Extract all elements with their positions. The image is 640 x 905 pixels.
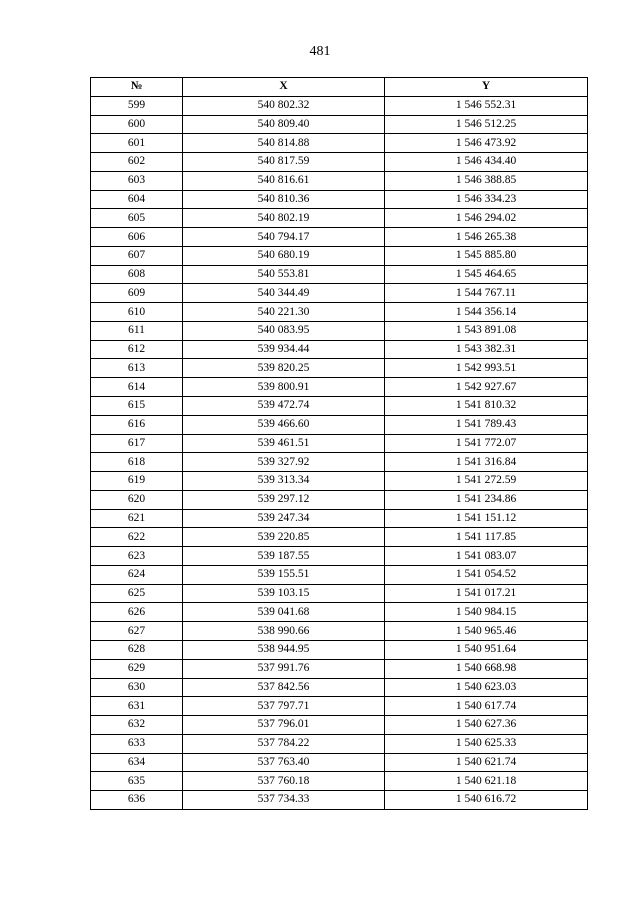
table-row: [91, 678, 588, 697]
cell-x: 539 155.51: [183, 565, 385, 584]
table-row: [91, 791, 588, 810]
cell-y: 1 546 294.02: [385, 209, 588, 228]
coordinates-table: [90, 77, 588, 810]
table-row: [91, 453, 588, 472]
cell-number: 622: [91, 528, 183, 547]
cell-y: 1 540 965.46: [385, 622, 588, 641]
cell-y: 1 540 623.03: [385, 678, 588, 697]
table-row: [91, 434, 588, 453]
cell-x: 540 344.49: [183, 284, 385, 303]
cell-y: 1 541 017.21: [385, 584, 588, 603]
cell-number: 615: [91, 397, 183, 416]
cell-x: 540 794.17: [183, 228, 385, 247]
cell-y: 1 540 621.18: [385, 772, 588, 791]
cell-x: 540 802.32: [183, 96, 385, 115]
table-row: [91, 640, 588, 659]
cell-y: 1 541 272.59: [385, 472, 588, 491]
cell-number: 619: [91, 472, 183, 491]
cell-number: 605: [91, 209, 183, 228]
table-row: [91, 303, 588, 322]
cell-x: 537 991.76: [183, 659, 385, 678]
cell-number: 636: [91, 791, 183, 810]
table-row: [91, 96, 588, 115]
table-row: [91, 265, 588, 284]
table-row: [91, 603, 588, 622]
cell-x: 539 327.92: [183, 453, 385, 472]
table-row: [91, 340, 588, 359]
cell-number: 629: [91, 659, 183, 678]
table-row: [91, 397, 588, 416]
cell-x: 540 817.59: [183, 153, 385, 172]
cell-number: 633: [91, 734, 183, 753]
cell-number: 635: [91, 772, 183, 791]
cell-x: 537 763.40: [183, 753, 385, 772]
cell-number: 606: [91, 228, 183, 247]
cell-x: 539 220.85: [183, 528, 385, 547]
cell-number: 609: [91, 284, 183, 303]
table-row: [91, 509, 588, 528]
cell-y: 1 540 621.74: [385, 753, 588, 772]
cell-x: 538 944.95: [183, 640, 385, 659]
cell-x: 539 934.44: [183, 340, 385, 359]
cell-x: 540 083.95: [183, 321, 385, 340]
table-row: [91, 584, 588, 603]
cell-y: 1 543 891.08: [385, 321, 588, 340]
cell-x: 539 187.55: [183, 547, 385, 566]
table-row: [91, 153, 588, 172]
table-row: [91, 190, 588, 209]
cell-y: 1 541 810.32: [385, 397, 588, 416]
cell-number: 631: [91, 697, 183, 716]
cell-number: 621: [91, 509, 183, 528]
table-row: [91, 359, 588, 378]
cell-x: 539 313.34: [183, 472, 385, 491]
table-row: [91, 753, 588, 772]
table-header-row: [91, 78, 588, 97]
cell-y: 1 542 993.51: [385, 359, 588, 378]
table-row: [91, 246, 588, 265]
cell-number: 626: [91, 603, 183, 622]
cell-x: 539 297.12: [183, 490, 385, 509]
cell-y: 1 540 951.64: [385, 640, 588, 659]
table-row: [91, 472, 588, 491]
cell-x: 537 784.22: [183, 734, 385, 753]
cell-number: 601: [91, 134, 183, 153]
table-row: [91, 547, 588, 566]
page-number: 481: [309, 44, 331, 59]
cell-y: 1 546 473.92: [385, 134, 588, 153]
table-row: [91, 171, 588, 190]
cell-y: 1 546 388.85: [385, 171, 588, 190]
cell-number: 610: [91, 303, 183, 322]
cell-x: 540 221.30: [183, 303, 385, 322]
cell-number: 608: [91, 265, 183, 284]
table-row: [91, 415, 588, 434]
cell-x: 539 247.34: [183, 509, 385, 528]
cell-y: 1 540 627.36: [385, 716, 588, 735]
table-row: [91, 134, 588, 153]
table-row: [91, 734, 588, 753]
header-x: X: [183, 78, 385, 97]
cell-number: 634: [91, 753, 183, 772]
cell-number: 602: [91, 153, 183, 172]
cell-x: 537 734.33: [183, 791, 385, 810]
cell-number: 632: [91, 716, 183, 735]
cell-y: 1 540 668.98: [385, 659, 588, 678]
cell-y: 1 541 151.12: [385, 509, 588, 528]
table-row: [91, 321, 588, 340]
cell-x: 537 796.01: [183, 716, 385, 735]
cell-y: 1 540 984.15: [385, 603, 588, 622]
cell-y: 1 540 625.33: [385, 734, 588, 753]
cell-y: 1 541 772.07: [385, 434, 588, 453]
table-row: [91, 772, 588, 791]
cell-number: 625: [91, 584, 183, 603]
cell-x: 540 680.19: [183, 246, 385, 265]
cell-number: 630: [91, 678, 183, 697]
cell-x: 539 466.60: [183, 415, 385, 434]
table-row: [91, 284, 588, 303]
table-row: [91, 659, 588, 678]
cell-number: 627: [91, 622, 183, 641]
cell-y: 1 541 054.52: [385, 565, 588, 584]
cell-x: 539 103.15: [183, 584, 385, 603]
cell-number: 607: [91, 246, 183, 265]
cell-y: 1 544 767.11: [385, 284, 588, 303]
cell-number: 613: [91, 359, 183, 378]
cell-y: 1 540 617.74: [385, 697, 588, 716]
cell-x: 540 809.40: [183, 115, 385, 134]
cell-y: 1 546 434.40: [385, 153, 588, 172]
cell-y: 1 541 789.43: [385, 415, 588, 434]
cell-y: 1 546 552.31: [385, 96, 588, 115]
cell-y: 1 545 885.80: [385, 246, 588, 265]
cell-x: 540 810.36: [183, 190, 385, 209]
header-number: №: [91, 78, 183, 97]
cell-number: 600: [91, 115, 183, 134]
cell-number: 612: [91, 340, 183, 359]
cell-x: 540 553.81: [183, 265, 385, 284]
table-row: [91, 716, 588, 735]
cell-x: 539 820.25: [183, 359, 385, 378]
cell-number: 599: [91, 96, 183, 115]
cell-y: 1 541 117.85: [385, 528, 588, 547]
cell-x: 540 816.61: [183, 171, 385, 190]
cell-y: 1 540 616.72: [385, 791, 588, 810]
table-row: [91, 115, 588, 134]
cell-y: 1 545 464.65: [385, 265, 588, 284]
cell-x: 540 814.88: [183, 134, 385, 153]
cell-x: 538 990.66: [183, 622, 385, 641]
cell-number: 618: [91, 453, 183, 472]
table-row: [91, 622, 588, 641]
cell-number: 614: [91, 378, 183, 397]
cell-y: 1 541 316.84: [385, 453, 588, 472]
cell-x: 539 472.74: [183, 397, 385, 416]
cell-x: 540 802.19: [183, 209, 385, 228]
cell-number: 603: [91, 171, 183, 190]
cell-x: 539 041.68: [183, 603, 385, 622]
cell-number: 617: [91, 434, 183, 453]
header-y: Y: [385, 78, 588, 97]
cell-x: 537 797.71: [183, 697, 385, 716]
cell-number: 623: [91, 547, 183, 566]
cell-y: 1 544 356.14: [385, 303, 588, 322]
table-row: [91, 490, 588, 509]
cell-x: 537 842.56: [183, 678, 385, 697]
cell-y: 1 542 927.67: [385, 378, 588, 397]
cell-number: 604: [91, 190, 183, 209]
table-body: [91, 96, 588, 809]
table-row: [91, 228, 588, 247]
cell-y: 1 546 334.23: [385, 190, 588, 209]
cell-y: 1 541 083.07: [385, 547, 588, 566]
cell-number: 616: [91, 415, 183, 434]
cell-y: 1 541 234.86: [385, 490, 588, 509]
cell-x: 539 461.51: [183, 434, 385, 453]
cell-number: 624: [91, 565, 183, 584]
cell-x: 539 800.91: [183, 378, 385, 397]
cell-number: 628: [91, 640, 183, 659]
table-row: [91, 528, 588, 547]
cell-number: 620: [91, 490, 183, 509]
cell-x: 537 760.18: [183, 772, 385, 791]
table-row: [91, 697, 588, 716]
table-row: [91, 565, 588, 584]
table-row: [91, 209, 588, 228]
cell-number: 611: [91, 321, 183, 340]
cell-y: 1 543 382.31: [385, 340, 588, 359]
table-row: [91, 378, 588, 397]
cell-y: 1 546 512.25: [385, 115, 588, 134]
cell-y: 1 546 265.38: [385, 228, 588, 247]
